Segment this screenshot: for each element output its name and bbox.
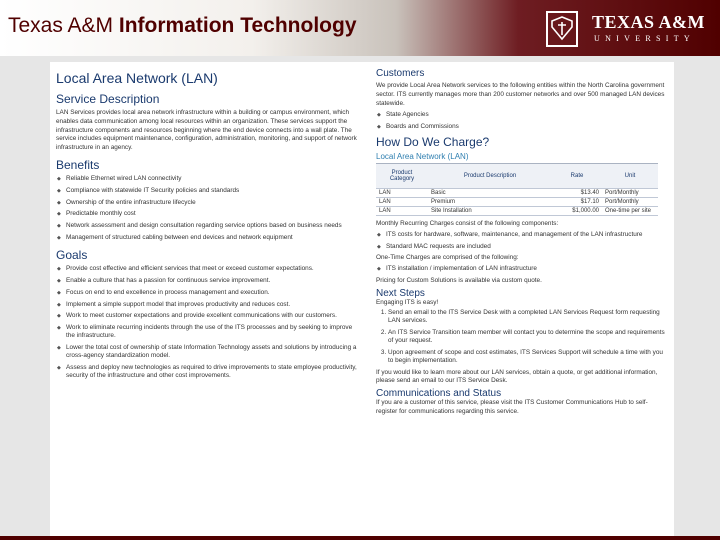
benefit-item: ◆ Reliable Ethernet wired LAN connectivity: [66, 175, 358, 183]
column-header: Product Description: [428, 163, 552, 188]
atm-logo-mark: [548, 13, 576, 45]
table-row: [376, 206, 658, 215]
service-description-text: LAN Services provides local area network infrastructure within a building or campus environment, which enables data communication among local resources within an organization. These services support the infrastructure components and resources beginning where the end device connects into a wall plate. The service includes equipment maintenance, configuration, administration, monitoring, and support of network infrastructure in an agency.: [56, 109, 357, 152]
learn-more-text: If you would like to learn more about our LAN services, obtain a quote, or get additional information, please send an email to our ITS Service Desk.: [376, 368, 658, 385]
table-cell: Site Installation: [428, 206, 552, 215]
column-header: Product Category: [376, 163, 428, 188]
pricing-table-caption: Local Area Network (LAN): [376, 151, 469, 161]
service-document: [50, 62, 674, 538]
right-column: [376, 62, 668, 417]
goals-heading: Goals: [56, 248, 88, 263]
table-cell: LAN: [376, 206, 428, 215]
onetime-charges-list: [376, 265, 668, 273]
bottom-rule: [0, 536, 720, 540]
atm-logo-icon: [546, 11, 578, 47]
benefit-item: ◆ Predictable monthly cost: [66, 210, 358, 218]
table-row: [376, 188, 658, 197]
goal-item: ◆ Provide cost effective and efficient services that meet or exceed customer expectations.: [66, 265, 358, 273]
goal-item: ◆ Enable a culture that has a passion for continuous service improvement.: [66, 277, 358, 285]
customers-text: We provide Local Area Network services to the following entities within the North Carolina government sector. ITS currently manages more than 200 customer networks and over 500 managed LAN devices statewide.: [376, 82, 665, 107]
custom-pricing-text: Pricing for Custom Solutions is available via custom quote.: [376, 276, 542, 284]
table-cell: LAN: [376, 197, 428, 206]
table-cell: Premium: [428, 197, 552, 206]
next-steps-heading: Next Steps: [376, 287, 425, 299]
table-cell: LAN: [376, 188, 428, 197]
table-row: [376, 197, 658, 206]
next-steps-list: [376, 309, 668, 365]
site-title-prefix: Texas A&M: [8, 14, 119, 37]
benefits-heading: Benefits: [56, 157, 100, 172]
benefit-item: ◆ Management of structured cabling between end devices and network equipment: [66, 234, 358, 242]
service-description-heading: Service Description: [56, 92, 160, 106]
next-step-item: 2. An ITS Service Transition team member will contact you to determine the scope and requirements of your request.: [388, 329, 668, 345]
goal-item: ◆ Lower the total cost of ownership of state Information Technology assets and solutions by introducing a cross-agency standardization model.: [66, 344, 358, 360]
benefit-item: ◆ Ownership of the entire infrastructure lifecycle: [66, 199, 358, 207]
table-cell: Port/Monthly: [602, 197, 658, 206]
goal-item: ◆ Assess and deploy new technologies as required to drive improvements to state employee productivity, security of the infrastructure and other cost improvements.: [66, 364, 358, 380]
monthly-charges-text: Monthly Recurring Charges consist of the following components:: [376, 219, 559, 227]
page-title: Local Area Network (LAN): [56, 70, 218, 86]
goal-item: ◆ Focus on end to end excellence in process management and execution.: [66, 289, 358, 297]
table-cell: Basic: [428, 188, 552, 197]
goal-item: ◆ Implement a simple support model that improves productivity and reduces cost.: [66, 301, 358, 309]
table-cell: One-time per site: [602, 206, 658, 215]
university-logo-subtext: UNIVERSITY: [594, 34, 695, 43]
customers-heading: Customers: [376, 68, 425, 79]
benefits-list: [56, 175, 358, 242]
charge-heading: How Do We Charge?: [376, 134, 490, 149]
university-logo-text: TEXAS A&M: [592, 12, 706, 32]
onetime-charges-text: One-Time Charges are comprised of the following:: [376, 254, 519, 262]
communications-text: If you are a customer of this service, please visit the ITS Customer Communications Hub to self-register for communications regarding this service.: [376, 399, 648, 415]
column-header: Rate: [552, 163, 602, 188]
customers-list: [376, 111, 668, 131]
monthly-charges-list: [376, 231, 668, 251]
left-column: [56, 62, 358, 384]
customer-item: ◆ State Agencies: [386, 111, 668, 119]
onetime-charge-item: ◆ ITS installation / implementation of LAN infrastructure: [386, 265, 668, 273]
site-title-main: Information Technology: [118, 14, 357, 37]
goals-list: [56, 265, 358, 380]
next-step-item: 3. Upon agreement of scope and cost estimates, ITS Services Support will schedule a time with you to begin implementation.: [388, 349, 668, 365]
header-banner: [0, 0, 720, 56]
pricing-table: [376, 163, 658, 216]
table-cell: $13.40: [552, 188, 602, 197]
table-cell: $1,000.00: [552, 206, 602, 215]
pricing-table-header: [376, 163, 658, 188]
monthly-charge-item: ◆ Standard MAC requests are included: [386, 243, 668, 251]
customer-item: ◆ Boards and Commissions: [386, 123, 668, 131]
monthly-charge-item: ◆ ITS costs for hardware, software, maintenance, and management of the LAN infrastructure: [386, 231, 668, 239]
table-cell: $17.10: [552, 197, 602, 206]
column-header: Unit: [602, 163, 658, 188]
site-title: [8, 14, 357, 38]
goal-item: ◆ Work to meet customer expectations and provide excellent communications with our customers.: [66, 312, 358, 320]
benefit-item: ◆ Compliance with statewide IT Security policies and standards: [66, 187, 358, 195]
benefit-item: ◆ Network assessment and design consultation regarding service options based on business needs: [66, 222, 358, 230]
goal-item: ◆ Work to eliminate recurring incidents through the use of the ITS processes and by seeking to improve the infrastructure.: [66, 324, 358, 340]
next-step-item: 1. Send an email to the ITS Service Desk with a completed LAN Services Request form requesting LAN services.: [388, 309, 668, 325]
next-steps-intro: Engaging ITS is easy!: [376, 298, 439, 306]
table-cell: Port/Monthly: [602, 188, 658, 197]
communications-heading: Communications and Status: [376, 388, 502, 400]
